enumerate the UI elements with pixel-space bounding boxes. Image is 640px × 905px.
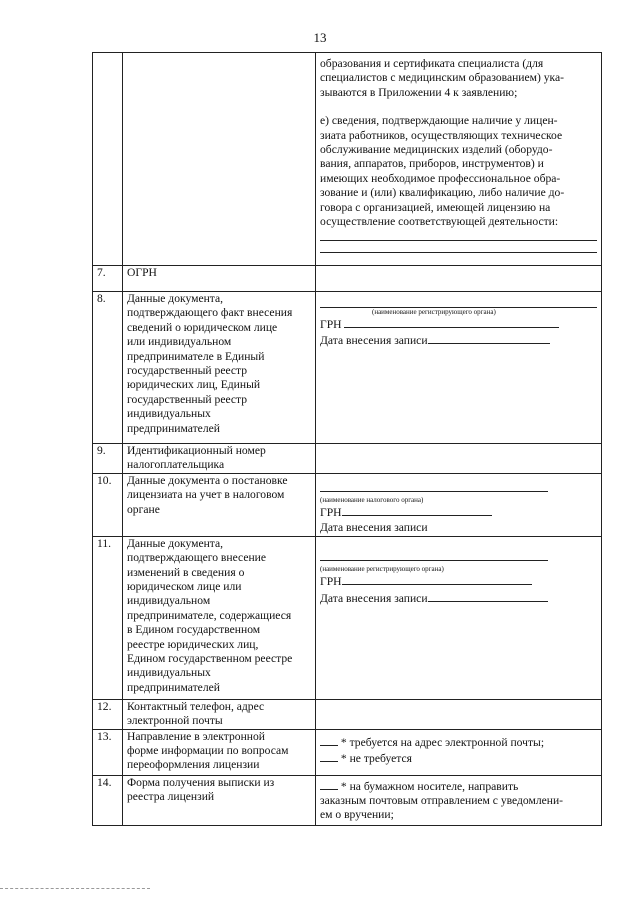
row-6-label-cell [123,53,316,266]
row-10-date-line [320,521,597,535]
row-14-number: 14. [93,775,123,825]
row-9-label [123,444,316,474]
table-row-14 [93,775,602,825]
row-11-label-line: предпринимателе, содержащиеся [127,608,292,622]
row-9-number: 9. [93,444,123,474]
row-11-label-line: предпринимателей [127,680,220,694]
row-6-number-cell [93,53,123,266]
row-13-label-line: переоформления лицензии [127,758,260,772]
row-8-label-line: юридических лиц, Единый [127,378,261,392]
row-6-blank-line[interactable] [320,229,597,241]
row-13-label [123,729,316,775]
row-14-option-paper [320,778,597,794]
row-14-value-cell [316,775,602,825]
row-12-label-line: электронной почты [127,714,223,728]
row-6e-text-line: говора с организацией, имеющей лицензию на [320,200,551,214]
table-row-7 [93,266,602,292]
row-8-label-line: или индивидуальном [127,335,232,349]
row-6e-text-line: вания, аппаратов, приборов, инструментов) и [320,157,544,171]
row-8-label-line: индивидуальных [127,407,211,421]
option-email-label: * требуется на адрес электронной почты; [340,735,545,749]
registering-authority-caption: (наименование регистрирующего органа) [320,565,444,574]
row-6e-text-line: зиата работников, осуществляющих техническое [320,128,563,142]
footnote-separator [0,888,150,889]
row-13-number: 13. [93,729,123,775]
row-11-label-line: изменений в сведения о [127,565,245,579]
row-6-text-line: образования и сертификата специалиста (для [320,57,544,70]
row-10-grn-line [320,504,597,520]
row-10-label [123,473,316,536]
option-email-checkmark-field[interactable] [320,734,338,746]
grn-label: ГРН [320,506,342,520]
option-paper-label-line: заказным почтовым отправлением с уведомлени- [320,794,564,808]
row-8-label-line: предпринимателе в Единый [127,349,265,363]
row-14-label-line: реестра лицензий [127,790,215,804]
row-11-label-line: индивидуальных [127,666,211,680]
row-11-label-line: индивидуальном [127,594,211,608]
row-11-label [123,536,316,699]
table-row-11 [93,536,602,699]
row-10-label-line: органе [127,502,160,516]
row-14-label [123,775,316,825]
row-11-number: 11. [93,536,123,699]
row-8-label-line: государственный реестр [127,364,248,378]
grn-label: ГРН [320,575,342,589]
row-13-option-email [320,734,597,750]
record-date-label: Дата внесения записи [320,334,428,348]
grn-label: ГРН [320,318,342,331]
row-13-label-line: форме информации по вопросам [127,744,289,758]
row-6e-text-line: имеющих необходимое профессиональное обра- [320,171,561,185]
row-8-date-line [320,332,597,348]
row-13-option-not-required [320,750,597,766]
row-8-label-line: предпринимателей [127,421,220,435]
option-not-required-checkmark-field[interactable] [320,750,338,762]
row-10-value-cell [316,473,602,536]
row-13-value-cell [316,729,602,775]
row-11-label-line: реестре юридических лиц, [127,637,259,651]
grn-field[interactable] [344,316,559,328]
row-6e-text-line: зование и (или) квалификацию, либо наличие до- [320,186,565,200]
row-11-grn-line [320,573,597,589]
row-7-value-field[interactable] [316,266,602,292]
registering-authority-field[interactable] [320,549,548,561]
row-6e-text-line: осуществление соответствующей деятельности: [320,215,559,229]
table-row-12 [93,699,602,729]
row-6-text-line: зываются в Приложении 4 к заявлению; [320,85,518,99]
row-12-label-line: Контактный телефон, адрес [127,699,265,713]
row-12-number: 12. [93,699,123,729]
table-row-9 [93,444,602,474]
row-12-value-field[interactable] [316,699,602,729]
row-8-label-line: подтверждающего факт внесения [127,306,293,320]
record-date-label: Дата внесения записи [320,520,428,534]
registering-authority-caption: (наименование регистрирующего органа) [372,308,496,316]
row-13-label-line: Направление в электронной [127,729,265,743]
row-6-value-cell [316,53,602,266]
row-6-text-line: специалистов с медицинским образованием) ука- [320,71,565,85]
row-11-label-line: Едином государственном реестре [127,652,293,666]
row-10-label-line: Данные документа о постановке [127,473,288,487]
row-8-label-line: Данные документа, [127,292,224,305]
registering-authority-field[interactable] [320,296,597,308]
row-11-date-line [320,590,597,606]
grn-field[interactable] [342,573,532,585]
table-row-8 [93,292,602,444]
table-row-10 [93,473,602,536]
row-10-number: 10. [93,473,123,536]
row-9-label-line: налогоплательщика [127,458,225,472]
row-6e-text-line: е) сведения, подтверждающие наличие у лицен- [320,114,558,128]
row-9-value-field[interactable] [316,444,602,474]
row-8-label [123,292,316,444]
record-date-field[interactable] [428,332,550,344]
row-11-value-cell [316,536,602,699]
record-date-label: Дата внесения записи [320,591,428,605]
row-14-label-line: Форма получения выписки из [127,775,275,789]
row-7-number: 7. [93,266,123,292]
row-7-label: ОГРН [123,266,316,292]
row-6-blank-line[interactable] [320,241,597,253]
option-paper-label: * на бумажном носителе, направить [340,779,519,793]
tax-authority-field[interactable] [320,480,548,492]
row-8-label-line: сведений о юридическом лице [127,320,278,334]
row-11-label-line: юридическом лице или [127,580,242,594]
row-8-label-line: государственный реестр [127,392,248,406]
page-number: 13 [313,30,327,45]
row-8-number: 8. [93,292,123,444]
row-11-label-line: в Едином государственном [127,623,261,637]
row-6e-text-line: обслуживание медицинских изделий (оборудо- [320,143,553,157]
row-12-label [123,699,316,729]
row-11-label-line: подтверждающего внесение [127,551,267,565]
row-8-grn-line [320,316,597,332]
grn-field[interactable] [342,504,492,516]
table-row-13 [93,729,602,775]
option-paper-checkmark-field[interactable] [320,778,338,790]
tax-authority-caption: (наименование налогового органа) [320,496,424,505]
option-not-required-label: * не требуется [340,752,412,766]
table-row-6-continuation [93,53,602,266]
row-8-value-cell [316,292,602,444]
row-10-label-line: лицензиата на учет в налоговом [127,488,285,502]
record-date-field[interactable] [428,590,548,602]
license-application-table [92,52,602,826]
row-9-label-line: Идентификационный номер [127,444,266,457]
row-11-label-line: Данные документа, [127,536,224,550]
option-paper-label-line: ем о вручении; [320,808,394,822]
